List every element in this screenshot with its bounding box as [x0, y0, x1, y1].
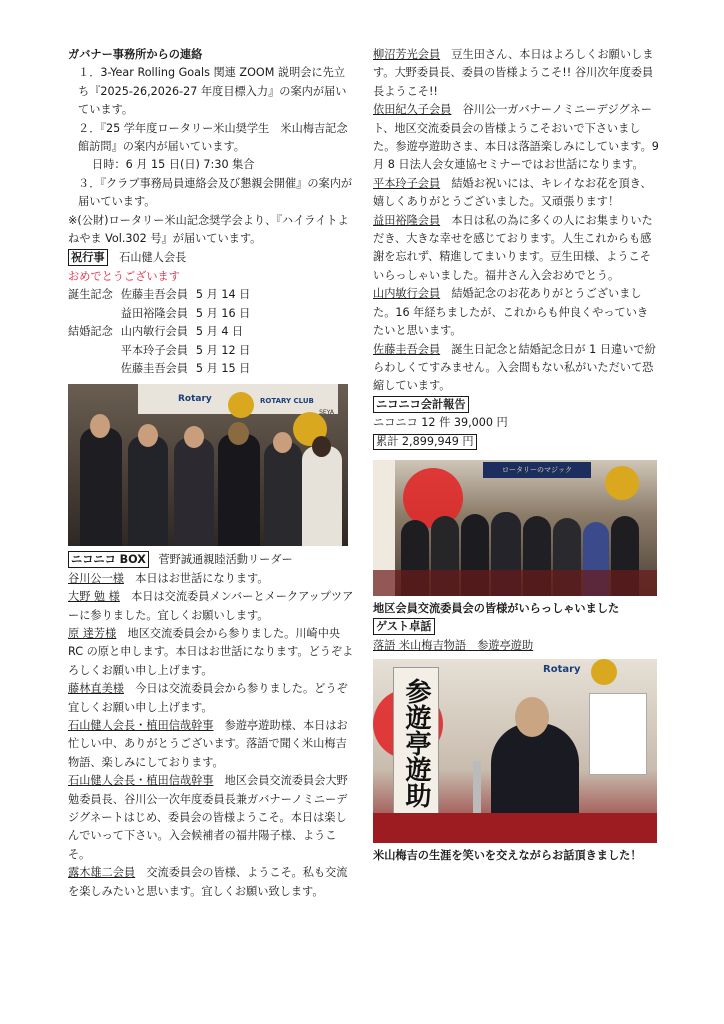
message-text: 谷川公一ガバナーノミニーデジグネート、地区交流委員会の皆様ようこそおいで下さいました。参遊亭遊助さま、本日は落語楽しみにしています。9 月 8 日法人会女連協セミナーではお世話になります。	[373, 103, 659, 172]
celebration-person: 石山健人会長	[119, 251, 187, 265]
rotary-wheel-icon	[605, 466, 639, 500]
rotary-wheel-icon	[591, 659, 617, 685]
person-figure	[264, 442, 302, 546]
person-figure	[302, 446, 342, 546]
message-name: 露木雄二会員	[68, 866, 136, 880]
nikoniko-box-label: ニコニコ BOX	[68, 551, 149, 568]
message-text: 今日は交流委員会から参りました。どうぞ宜しくお願い申し上げます。	[68, 682, 348, 714]
stage-cloth	[373, 813, 657, 843]
message-text: 結婚記念のお花ありがとうございました。16 年経ちましたが、これからも仲良くやっていきたいと思います。	[373, 287, 649, 338]
rakugo-photo	[373, 659, 657, 843]
message-name: 益田裕隆会員	[373, 213, 441, 227]
birthday-date-1: 5 月 14 日	[195, 288, 251, 302]
message-item	[68, 717, 356, 772]
wedding-date-2: 5 月 12 日	[195, 343, 251, 357]
governor-office-title: ガバナー事務所からの連絡	[68, 48, 203, 61]
message-text: 交流委員会の皆様、ようこそ。私も交流を楽しみたいと思います。宜しくお願い致します。	[68, 866, 348, 898]
message-item	[68, 570, 356, 588]
message-name: 依田紀久子会員	[373, 103, 452, 117]
governor-item-2-date: 日時：6 月 15 日(日) 7:30 集合	[92, 158, 255, 172]
committee-photo	[373, 460, 657, 596]
message-item	[68, 772, 356, 864]
wedding-name-2: 平本玲子会員	[120, 343, 188, 357]
message-text: 結婚お祝いには、キレイなお花を頂き、嬉しくありがとうございました。又頑張ります！	[373, 176, 652, 209]
celebration-label: 祝行事	[68, 249, 108, 266]
message-text: 豆生田さん、本日はよろしくお願いします。大野委員長、委員の皆様ようこそ!! 谷川次年度委員長ようこそ!!	[373, 48, 654, 98]
wedding-date-3: 5 月 15 日	[195, 361, 251, 375]
person-figure	[80, 428, 122, 546]
message-name: 石山健人会長・植田信哉幹事	[68, 774, 214, 788]
message-name: 柳沼芳光会員	[373, 48, 441, 61]
birthday-label: 誕生記念	[68, 288, 113, 302]
right-column	[373, 46, 659, 866]
wedding-name-3: 佐藤圭吾会員	[120, 361, 188, 375]
message-name: 平本玲子会員	[373, 176, 441, 190]
photo3-caption: 米山梅吉の生涯を笑いを交えながらお話頂きました！	[373, 849, 642, 863]
nikoniko-report-line: ニコニコ 12 件 39,000 円	[373, 416, 508, 430]
rotary-wheel-icon	[228, 392, 254, 418]
anniversary-table	[68, 286, 258, 378]
message-item	[373, 46, 659, 101]
person-figure	[128, 436, 168, 546]
photo2-banner: ロータリーのマジック	[483, 462, 591, 478]
message-item	[68, 625, 356, 680]
message-item	[68, 588, 356, 625]
message-name: 佐藤圭吾会員	[373, 342, 441, 356]
message-text: 地区会員交流委員会大野勉委員長、谷川公一次年度委員長兼ガバナーノミニーデジグネートはじめ、委員会の皆様ようこそ。本日は楽しんでいって下さい。入会候補者の福井陽子様、ようこそ。	[68, 774, 348, 861]
person-figure	[174, 438, 214, 546]
message-name: 石山健人会長・植田信哉幹事	[68, 718, 214, 732]
nikoniko-leader: 菅野誠通親睦活動リーダー	[158, 553, 293, 567]
message-item	[373, 285, 659, 340]
nikoniko-report-label: ニコニコ会計報告	[373, 396, 469, 413]
photo2-caption: 地区会員交流委員会の皆様がいらっしゃいました	[373, 601, 620, 615]
guest-talk-title: 落語 米山梅吉物語 参遊亭遊助	[373, 638, 534, 652]
photo1-sign-right: ROTARY CLUB	[260, 397, 314, 406]
photo1-sign-left: Rotary	[178, 394, 212, 405]
wedding-name-1: 山内敏行会員	[120, 325, 188, 339]
photo3-sign: Rotary	[543, 664, 581, 676]
governor-item-2: ２．『25 学年度ロータリー米山奨学生 米山梅吉記念館訪問』の案内が届いています。	[78, 121, 348, 154]
message-name: 藤林直美様	[68, 682, 124, 696]
message-item	[68, 680, 356, 717]
message-item	[373, 341, 659, 396]
photo1-sign-tail: SEYA	[319, 409, 334, 417]
message-item	[68, 864, 356, 901]
celebration-photo	[68, 384, 348, 546]
message-name: 山内敏行会員	[373, 287, 441, 301]
message-text: 本日は交流委員メンバーとメークアップツアーに参りました。宜しくお願いします。	[68, 590, 354, 622]
birthday-name-1: 佐藤圭吾会員	[120, 288, 188, 302]
message-text: 地区交流委員会から参りました。川崎中央 RC の原と申します。本日はお世話になります。どうぞよろしくお願い申し上げます。	[68, 626, 354, 677]
message-text: 本日は私の為に多くの人にお集まりいただき、大きな幸せを感じております。人生これからも感謝を忘れず、精進してまいります。豆生田様、ようこそいらっしゃいました。福井さん入会おめでとう。	[373, 213, 653, 282]
governor-item-1: １．3-Year Rolling Goals 関連 ZOOM 説明会に先立ち『2025-26,2026-27 年度目標入力』の案内が届いています。	[78, 66, 347, 117]
whiteboard	[589, 693, 647, 775]
birthday-name-2: 益田裕隆会員	[120, 306, 188, 320]
left-column	[68, 46, 356, 901]
birthday-date-2: 5 月 16 日	[195, 306, 251, 320]
message-text: 本日はお世話になります。	[135, 571, 269, 585]
message-item	[373, 101, 659, 175]
wedding-date-1: 5 月 4 日	[195, 325, 244, 339]
message-name: 大野 勉 様	[68, 590, 120, 604]
message-name: 原 達芳様	[68, 626, 117, 640]
message-item	[373, 212, 659, 286]
wedding-label: 結婚記念	[68, 325, 113, 339]
message-text: 誕生日記念と結婚記念日が 1 日違いで紛らわしくてすみません。入会間もない私がいただいて恐縮しています。	[373, 342, 656, 393]
table-cloth	[373, 570, 657, 596]
person-figure	[218, 434, 260, 546]
guest-talk-label: ゲスト卓話	[373, 618, 435, 635]
rakugo-vertical-banner: 参遊亭遊助	[393, 667, 439, 819]
message-name: 谷川公一様	[68, 571, 124, 585]
message-item	[373, 175, 659, 212]
microphone-stand	[473, 761, 481, 821]
nikoniko-report-total: 累計 2,899,949 円	[373, 434, 477, 450]
message-text: 参遊亭遊助様、本日はお忙しい中、ありがとうございます。落語で聞く米山梅吉物語、楽しみにしております。	[68, 718, 348, 769]
performer-head	[515, 697, 549, 737]
governor-note: ※(公財)ロータリー米山記念奨学会より、『ハイライトよねやま Vol.302 号』が届いています。	[68, 213, 349, 246]
governor-item-3: ３．『クラブ事務局員連絡会及び懇親会開催』の案内が届いています。	[78, 176, 353, 209]
congrats-text: おめでとうございます	[68, 269, 180, 283]
